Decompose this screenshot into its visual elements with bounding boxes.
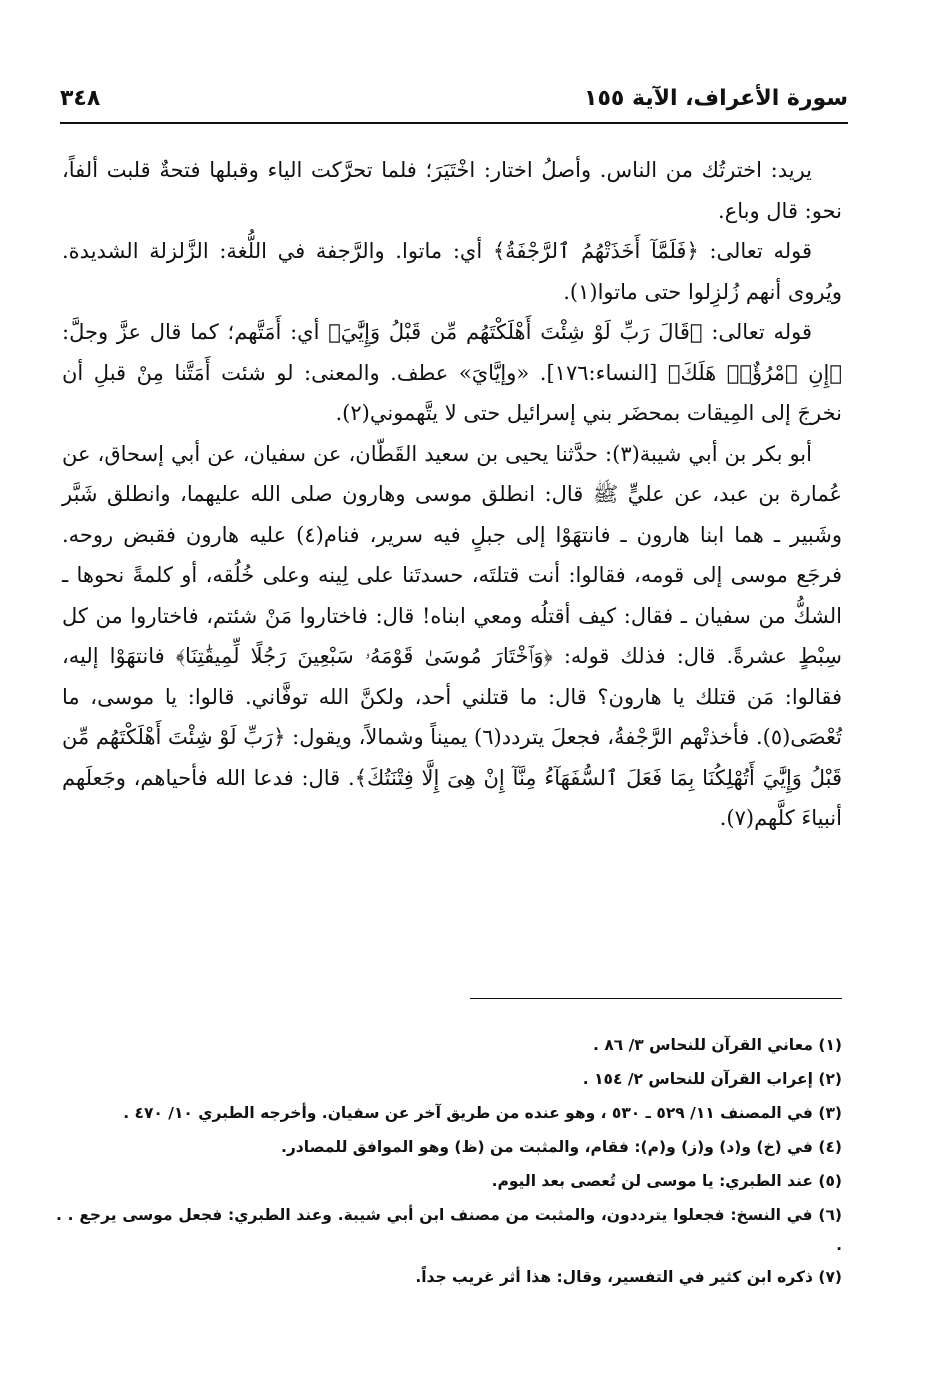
footnote: (٥) عند الطبري: يا موسى لن تُعصى بعد اليوم. — [491, 1172, 842, 1190]
footnote: (٤) في (خ) و(د) و(ز) و(م): فقام، والمثبت من (ظ) وهو الموافق للمصادر. — [281, 1138, 842, 1156]
footnotes — [56, 1028, 842, 1294]
paragraph: أبو بكر بن أبي شيبة(٣): حدَّثنا يحيى بن سعيد القَطّان، عن سفيان، عن أبي إسحاق، عن عُمارة بن عبد، عن عليٍّ ﷺ قال: انطلق موسى وهارون صلى الله عليهما، وانطلق شَبَّر وشَبير ـ هما ابنا هارون ـ فانتهَوْا إلى جبلٍ فيه سرير، فنام(٤) عليه هارون فقبض روحه. فرجَع موسى إلى قومه، فقالوا: أنت قتلتَه، حسدتَنا على لِينه وعلى خُلُقه، أو كلمةً نحوها ـ الشكُّ من سفيان ـ فقال: كيف أقتلُه ومعي ابناه! قال: فاختاروا مَنْ شئتم، فاختاروا من كل سِبْطٍ عشرةً. قال: فذلك قوله: ﴿وَٱخْتَارَ مُوسَىٰ قَوْمَهُۥ سَبْعِينَ رَجُلًا لِّمِيقَٰتِنَا﴾ فانتهَوْا إليه، فقالوا: مَن قتلك يا هارون؟ قال: ما قتلني أحد، ولكنَّ الله توفَّاني. قالوا: يا موسى، ما تُعْصَى(٥). فأخذتْهم الرَّجْفةُ، فجعلَ يتردد(٦) يميناً وشمالاً، ويقول: ﴿رَبِّ لَوْ شِئْتَ أَهْلَكْتَهُم مِّن قَبْلُ وَإِيَّٰيَ أَتُهْلِكُنَا بِمَا فَعَلَ ٱلسُّفَهَآءُ مِنَّآ إِنْ هِىَ إِلَّا فِتْنَتُكَ﴾. قال: فدعا الله فأحياهم، وجَعلَهم أنبياءَ كلَّهم(٧). — [62, 441, 842, 830]
footnote: (٢) إعراب القرآن للنحاس ٢/ ١٥٤ . — [582, 1070, 842, 1088]
paragraph: يريد: اخترتُك من الناس. وأصلُ اختار: اخْتَيَرَ؛ فلما تحرَّكت الياء وقبلها فتحةٌ قلبت ألفاً، نحو: قال وباع. — [62, 158, 842, 223]
page-number: ٣٤٨ — [60, 86, 101, 111]
footnote: (٣) في المصنف ١١/ ٥٢٩ ـ ٥٣٠ ، وهو عنده من طريق آخر عن سفيان. وأخرجه الطبري ١٠/ ٤٧٠ . — [123, 1104, 842, 1122]
footnote: (٧) ذكره ابن كثير في التفسير، وقال: هذا أثر غريب جداً. — [415, 1268, 842, 1286]
paragraph: قوله تعالى: ﴿فَلَمَّآ أَخَذَتْهُمُ ٱلرَّجْفَةُ﴾ أي: ماتوا. والرَّجفة في اللُّغة: الزَّلزلة الشديدة. ويُروى أنهم زُلزِلوا حتى ماتوا(١). — [62, 239, 842, 304]
running-title: سورة الأعراف، الآية ١٥٥ — [584, 86, 848, 111]
paragraph: قوله تعالى: ﴿قَالَ رَبِّ لَوْ شِئْتَ أَهْلَكْتَهُم مِّن قَبْلُ وَإِيَّٰيَ﴾ أي: أَمَتَّهم؛ كما قال عزَّ وجلَّ: ﴿إِنِ ٱمْرُؤٌا۟ هَلَكَ﴾ [النساء:١٧٦]. «وإيَّايَ» عطف. والمعنى: لو شئت أَمَتَّنا مِنْ قبلِ أن نخرجَ إلى المِيقات بمحضَر بني إسرائيل حتى لا يتَّهموني(٢). — [62, 320, 842, 425]
footnote-divider — [470, 998, 842, 999]
main-text — [62, 150, 842, 839]
footnote: (٦) في النسخ: فجعلوا يترددون، والمثبت من مصنف ابن أبي شيبة. وعند الطبري: فجعل موسى يرجع . . . — [56, 1206, 842, 1254]
footnote: (١) معاني القرآن للنحاس ٣/ ٨٦ . — [593, 1036, 842, 1054]
page-header — [60, 82, 848, 124]
